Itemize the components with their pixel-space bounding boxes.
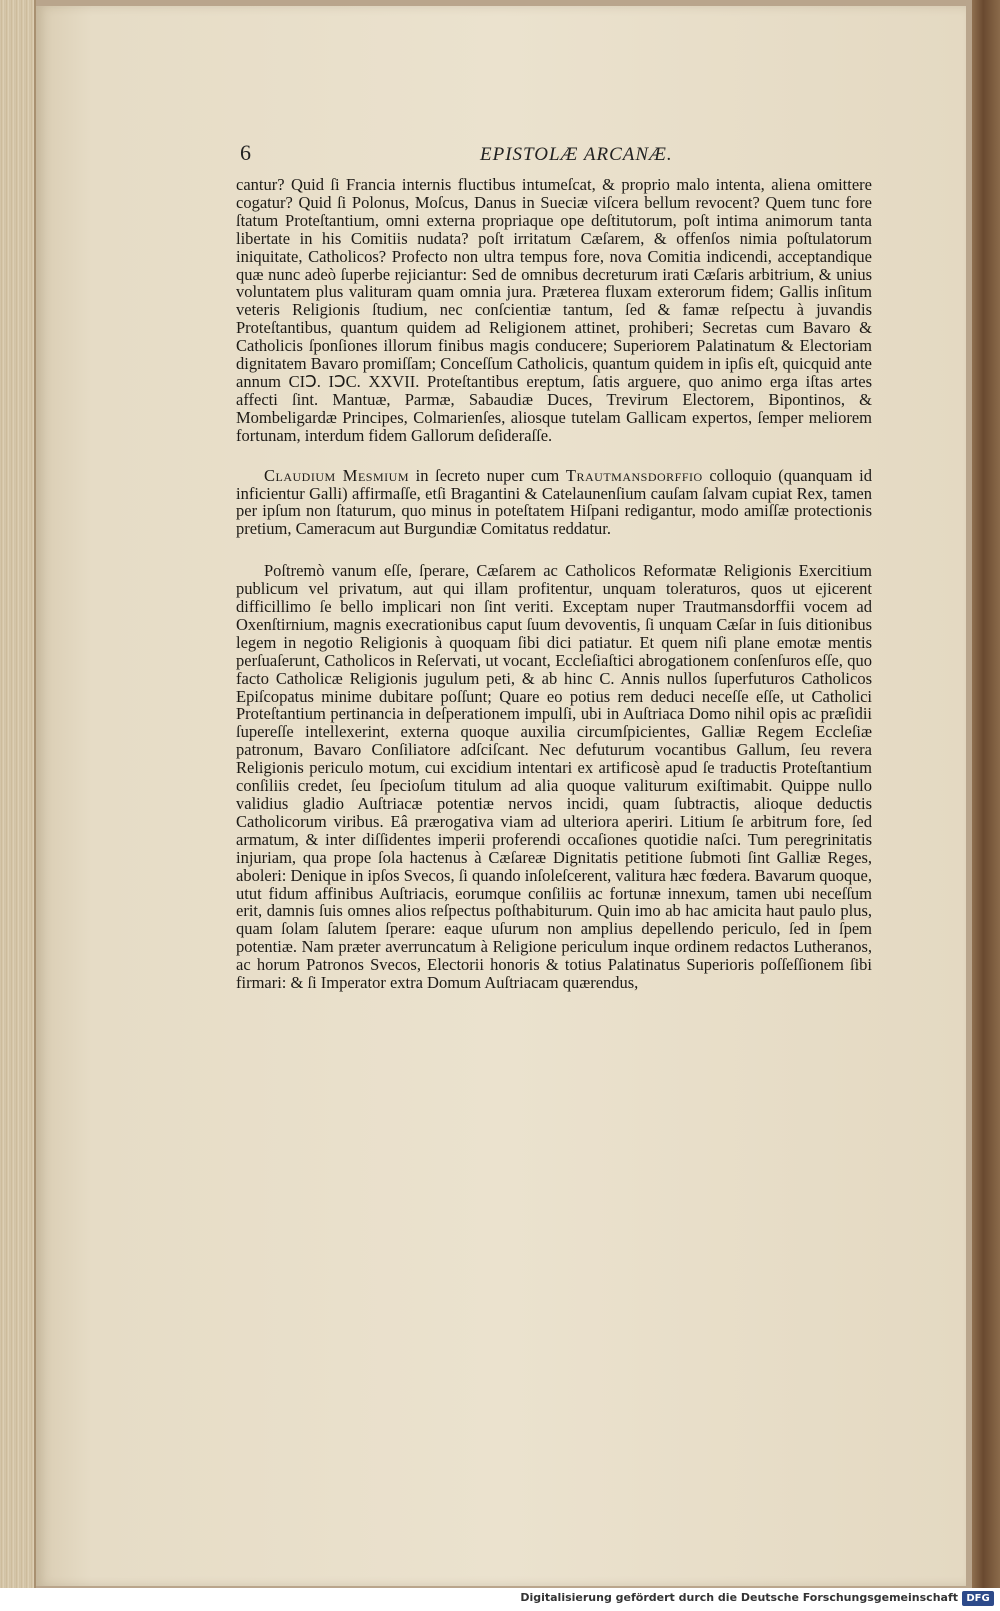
body-text <box>236 176 872 992</box>
book-page-edges <box>0 0 36 1588</box>
page-header <box>240 140 930 170</box>
paragraph-1: cantur? Quid ſi Francia internis fluctibus intumeſcat, & proprio malo intenta, aliena omittere cogatur? Quid ſi Polonus, Moſcus, Danus in Sueciæ viſcera bellum revocent? Quem tunc fore ſtatum Proteſtantium, omni externa propriaque ope deſtitutorum, poſt intima animorum tanta libertate in his Comitiis nudata? poſt irritatum Cæſarem, & offenſos nimia poſtulatorum iniquitate, Catholicos? Profecto non ultra tempus fore, nova Comitia indicendi, acceptandique quæ nunc adeò ſuperbe rejiciantur: Sed de omnibus decreturum irati Cæſaris arbitrium, & unius voluntatem plus valituram quam omnia jura. Præterea fluxam exterorum fidem; Gallis inſitum veteris Religionis ſtudium, nec conſcientiæ tantum, ſed & famæ reſpectu à juvandis Proteſtantibus, quantum quidem ad Religionem attinet, prohiberi; Secretas cum Bavaro & Catholicis ſponſiones illorum finibus magis conducere; Superiorem Palatinatum & Electoriam dignitatem Bavaro promiſſam; Conceſſum Catholicis, quantum quidem in ipſis eſt, quicquid ante annum CIↃ. IↃC. XXVII. Proteſtantibus ereptum, ſatis arguere, quo animo erga iſtas artes affecti ſint. Mantuæ, Parmæ, Sabaudiæ Duces, Trevirum Electorem, Bipontinos, & Mombeligardæ Principes, Colmarienſes, aliosque tutelam Gallicam expertos, ſemper meliorem fortunam, interdum fidem Gallorum deſideraſſe. <box>236 175 872 445</box>
person-name-trautmansdorff: Trautmansdorffio <box>565 465 703 485</box>
running-head: EPISTOLÆ ARCANÆ. <box>480 144 673 165</box>
footer-bar <box>0 1588 1000 1611</box>
page-number: 6 <box>240 140 251 165</box>
paragraph-2-text-a: in ſecreto nuper cum <box>409 465 566 485</box>
dfg-logo: DFG <box>962 1591 994 1606</box>
paragraph-2-text-b: colloquio (quanquam id inficientur Galli) affirmaſſe, etſi Bragantini & Catelaunenſium cauſam ſalvam cupiat Rex, tamen per ipſum non ſtaturum, quo minus in poteſtatem Hiſpani redigantur, modo amiſſæ protectionis pretium, Cameracum aut Burgundiæ Comitatus reddatur. <box>236 465 873 539</box>
paragraph-2 <box>236 467 872 539</box>
book-cover-edge <box>972 0 1000 1588</box>
paragraph-3: Poſtremò vanum eſſe, ſperare, Cæſarem ac Catholicos Reformatæ Religionis Exercitium publicum vel privatum, aut qui illam profitentur, unquam toleraturos, quos ut ejicerent difficillimo ſe bello implicari non ſint veriti. Exceptam nuper Trautmansdorffii vocem ad Oxenſtirnium, magnis execrationibus caput ſuum devoventis, ſi unquam Cæſar in ſuis ditionibus legem in negotio Religionis à quoquam ſibi dici patiatur. Et quem niſi plane emotæ mentis perſuaſerunt, Catholicos in Reſervati, ut vocant, Eccleſiaſtici abrogationem conſenſuros eſſe, quo facto Catholicæ Religionis jugulum peti, & ab hinc C. Annis nullos ſuperfuturos Catholicos Epiſcopatus minime dubitare poſſunt; Quare eo potius rem deduci neceſſe eſſe, ut Catholici Proteſtantium pertinancia in deſperationem impulſi, ubi in Auſtriaca Domo nihil opis ac præſidii ſupereſſe intellexerint, externa quoque auxilia circumſpicientes, Galliæ Regem Eccleſiæ patronum, Bavaro Conſiliatore adſciſcant. Nec defuturum vocantibus Gallum, ſeu revera Religionis periculo motum, cui excidium intentari ex artificosè apud ſe traductis Proteſtantium conſiliis credet, ſeu ſpecioſum titulum ad alia quoque valiturum exiſtimabit. Quippe nullo validius gladio Auſtriacæ potentiæ nervos incidi, quam ſubtractis, alioque deductis Catholicorum viribus. Eâ prærogativa viam ad ulteriora aperiri. Litium ſe arbitrum fore, ſed armatum, & inter diſſidentes imperii proferendi occaſiones quotidie naſci. Tum peregrinitatis injuriam, qua prope ſola hactenus à Cæſareæ Dignitatis petitione ſubmoti ſint Galliæ Reges, aboleri: Denique in ipſos Svecos, ſi quando inſoleſcerent, valitura hæc fœdera. Bavarum quoque, utut fidum affinibus Auſtriacis, eorumque conſiliis ac fortunæ innexum, tamen ubi neceſſum erit, damnis ſuis omnes alios reſpectus poſthabiturum. Quin imo ab hac amicita haut paulo plus, quam ſolam ſalutem ſperare: eaque uſurum non amplius depellendo periculo, ſed in ſpem potentiæ. Nam præter averruncatum à Religione periculum inque ordinem redactos Lutheranos, ac horum Patronos Svecos, Electorii honoris & totius Palatinatus Superioris poſſeſſionem ſibi firmari: & ſi Imperator extra Domum Auſtriacam quærendus, <box>236 561 872 993</box>
person-name-mesmius: Claudium Mesmium <box>264 465 409 485</box>
funding-credit: Digitalisierung gefördert durch die Deutsche Forschungsgemeinschaft <box>520 1591 958 1604</box>
